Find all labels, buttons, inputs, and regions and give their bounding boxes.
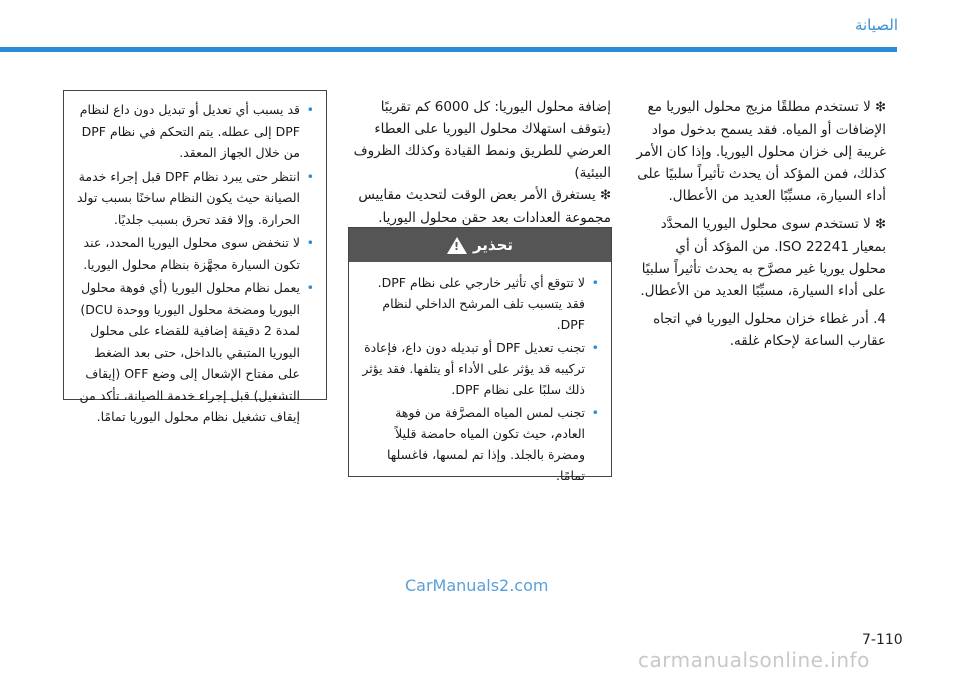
step-number: 4. [873,311,886,327]
header-rule [0,47,897,52]
snowflake-bullet-icon: ❇ [875,100,886,115]
watermark-bottom: carmanualsonline.info [638,648,870,672]
warning-header [349,228,611,262]
right-item-1 [636,96,886,207]
note-box [63,90,327,424]
warning-triangle-icon: ! [447,237,467,254]
warning-title: تحذير [472,236,514,254]
list-item: • انتظر حتى يبرد نظام DPF قبل إجراء خدمة الصيانة حيث يكون النظام ساخنًا بسبب تولد الحرارة. وإلا فقد تحرق بسبب جلديًا. [74,166,314,231]
list-item: • تجنب لمس المياه المصرَّفة من فوهة العادم، حيث تكون المياه حامضة قليلاً ومضرة بالجلد. وإذا تم لمسها، فاغسلها تمامًا. [359,402,599,486]
right-item-2-text: لا تستخدم سوى محلول اليوريا المحدَّد بمعيار ISO 22241. من المؤكد أن أي محلول يوريا غير مصرَّح به يحدث تأثيراً سلبيًا على أداء السيارة، مسبِّبًا العديد من الأعطال. [640,216,886,299]
urea-refill-paragraph: إضافة محلول اليوريا: كل 6000 كم تقريبًا (يتوقف استهلاك محلول اليوريا على العطاء العرضي للطريق ونمط القيادة وكذلك الظروف البيئية) [353,99,611,181]
right-item-2 [636,213,886,302]
right-item-3-text: أدر غطاء خزان محلول اليوريا في اتجاه عقارب الساعة لإحكام غلقه. [653,311,886,349]
list-item: • قد يسبب أي تعديل أو تبديل دون داع لنظام DPF إلى عطله. يتم التحكم في نظام DPF من خلال الجهاز المعقد. [74,99,314,164]
list-item: • لا تتوقع أي تأثير خارجي على نظام DPF. فقد يتسبب تلف المرشح الداخلي لنظام DPF. [359,272,599,335]
right-item-3 [636,308,886,352]
right-item-1-text: لا تستخدم مطلقًا مزيج محلول اليوريا مع الإضافات أو المياه. فقد يسمح بدخول مواد غريبة إلى خزان محلول اليوريا. وإذا كان الأمر كذلك، فمن المؤكد أن يحدث تأثيراً سلبيًا على أداء السيارة، مسبِّبًا العديد من الأعطال. [636,99,886,204]
list-item: • لا تنخفض سوى محلول اليوريا المحدد، عند تكون السيارة مجهَّزة بنظام محلول اليوريا. [74,232,314,275]
mid-item [349,184,611,229]
right-column [636,96,886,352]
snowflake-bullet-icon: ❇ [875,217,886,232]
page-number: 7-110 [862,632,903,648]
section-title: الصيانة [854,16,898,34]
warning-list [349,262,611,486]
list-item: • تجنب تعديل DPF أو تبديله دون داع، فإعادة تركيبه قد يؤثر على الأداء أو يتلفها. فقد يؤثر ذلك سلبًا على نظام DPF. [359,337,599,400]
list-item: • يعمل نظام محلول اليوريا (أي فوهة محلول اليوريا ومضخة محلول اليوريا ووحدة DCU) لمدة 2 دقيقة إضافية للقضاء على محلول اليوريا المتبقي بالداخل، حتى بعد الضغط على مفتاح الإشعال إلى وضع OFF (إيقاف التشغيل) قبل إجراء خدمة الصيانة، تأكد من إيقاف تشغيل نظام محلول اليوريا تمامًا. [74,277,314,428]
watermark: CarManuals2.com [405,576,549,595]
snowflake-bullet-icon: ❇ [600,188,611,203]
mid-item-text: يستغرق الأمر بعض الوقت لتحديث مقاييس مجموعة العدادات بعد حقن محلول اليوريا. [358,187,611,226]
middle-column [349,96,611,229]
note-list [64,91,326,428]
warning-box [348,227,612,483]
